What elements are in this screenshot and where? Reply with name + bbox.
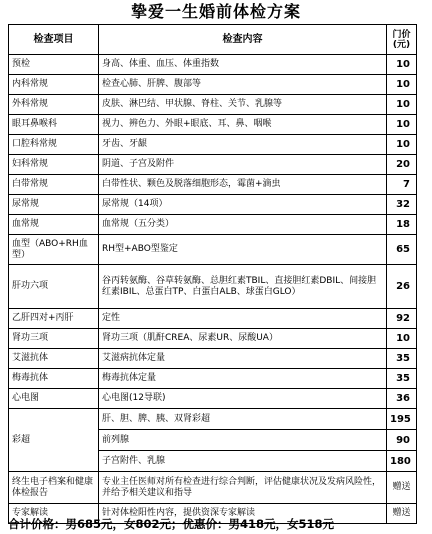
row-item: 口腔科常规 xyxy=(9,135,99,155)
row-content: 牙齿、牙龈 xyxy=(99,135,387,155)
table-row xyxy=(9,369,417,389)
row-price: 65 xyxy=(387,235,417,265)
row-item: 内科常规 xyxy=(9,75,99,95)
header-content: 检查内容 xyxy=(99,25,387,55)
header-price-line2: (元) xyxy=(392,39,411,50)
row-item: 肾功三项 xyxy=(9,329,99,349)
page-title: 挚爱一生婚前体检方案 xyxy=(130,2,301,21)
row-price: 10 xyxy=(387,75,417,95)
ultrasound-price: 180 xyxy=(387,451,417,472)
total-price: 合计价格：男685元，女802元；优惠价：男418元，女518元 xyxy=(8,517,335,531)
exam-table xyxy=(8,24,417,524)
table-row xyxy=(9,215,417,235)
table-row xyxy=(9,309,417,329)
row-item: 终生电子档案和健康体检报告 xyxy=(9,472,99,504)
row-price: 35 xyxy=(387,369,417,389)
row-content: 肾功三项（肌酐CREA、尿素UR、尿酸UA） xyxy=(99,329,387,349)
ultrasound-price: 90 xyxy=(387,430,417,451)
table-row xyxy=(9,329,417,349)
header-price-line1: 门价 xyxy=(392,29,411,40)
row-content: 尿常规（14项） xyxy=(99,195,387,215)
row-content: 艾滋病抗体定量 xyxy=(99,349,387,369)
row-content: 白带性状、颗色及脱落细胞形态，霉菌+滴虫 xyxy=(99,175,387,195)
row-content: 视力、辨色力、外眼+眼底、耳、鼻、咽喉 xyxy=(99,115,387,135)
table-row xyxy=(9,115,417,135)
row-content: 检查心肺、肝脾、腹部等 xyxy=(99,75,387,95)
row-price: 赠送 xyxy=(387,504,417,524)
row-item: 血型（ABO+RH血型） xyxy=(9,235,99,265)
row-content: 专业主任医师对所有检查进行综合判断，评估健康状况及发病风险性，并给予相关建议和指导 xyxy=(99,472,387,504)
row-price: 7 xyxy=(387,175,417,195)
row-price: 35 xyxy=(387,349,417,369)
row-content: RH型+ABO型鉴定 xyxy=(99,235,387,265)
ultrasound-content: 肝、胆、脾、胰、双肾彩超 xyxy=(99,409,387,430)
row-price: 10 xyxy=(387,55,417,75)
row-price: 92 xyxy=(387,309,417,329)
row-item: 肝功六项 xyxy=(9,265,99,309)
row-price: 18 xyxy=(387,215,417,235)
row-price: 赠送 xyxy=(387,472,417,504)
ultrasound-content: 子宫附件、乳腺 xyxy=(99,451,387,472)
table-row xyxy=(9,155,417,175)
table-row xyxy=(9,95,417,115)
row-item: 艾滋抗体 xyxy=(9,349,99,369)
row-item: 乙肝四对+丙肝 xyxy=(9,309,99,329)
ultrasound-content: 前列腺 xyxy=(99,430,387,451)
header-price xyxy=(387,25,417,55)
row-item: 血常规 xyxy=(9,215,99,235)
row-item: 专家解读 xyxy=(9,504,99,524)
table-row xyxy=(9,472,417,504)
row-content: 定性 xyxy=(99,309,387,329)
row-content: 身高、体重、血压、体重指数 xyxy=(99,55,387,75)
table-row xyxy=(9,265,417,309)
row-item: 白带常规 xyxy=(9,175,99,195)
row-price: 10 xyxy=(387,329,417,349)
row-content: 皮肤、淋巴结、甲状腺、脊柱、关节、乳腺等 xyxy=(99,95,387,115)
ultrasound-item: 彩超 xyxy=(9,409,99,472)
table-row xyxy=(9,389,417,409)
table-row xyxy=(9,175,417,195)
row-content: 梅毒抗体定量 xyxy=(99,369,387,389)
row-item: 预检 xyxy=(9,55,99,75)
table-header-row xyxy=(9,25,417,55)
row-content: 谷丙转氨酶、谷草转氨酶、总胆红素TBIL、直接胆红素DBIL、间接胆红素IBIL、总蛋白TP、白蛋白ALB、球蛋白GLO） xyxy=(99,265,387,309)
row-price: 10 xyxy=(387,135,417,155)
row-item: 心电图 xyxy=(9,389,99,409)
row-content: 心电图(12导联) xyxy=(99,389,387,409)
table-row xyxy=(9,235,417,265)
table-row xyxy=(9,75,417,95)
row-price: 36 xyxy=(387,389,417,409)
table-row xyxy=(9,349,417,369)
table-row xyxy=(9,135,417,155)
row-price: 32 xyxy=(387,195,417,215)
table-row xyxy=(9,195,417,215)
row-item: 外科常规 xyxy=(9,95,99,115)
row-item: 尿常规 xyxy=(9,195,99,215)
ultrasound-row xyxy=(9,409,417,430)
row-price: 10 xyxy=(387,115,417,135)
row-price: 20 xyxy=(387,155,417,175)
row-item: 妇科常规 xyxy=(9,155,99,175)
table-row xyxy=(9,55,417,75)
row-content: 针对体检阳性内容，提供资深专家解读 xyxy=(99,504,387,524)
row-content: 阴道、子宫及附件 xyxy=(99,155,387,175)
row-content: 血常规（五分类） xyxy=(99,215,387,235)
header-item: 检查项目 xyxy=(9,25,99,55)
row-item: 梅毒抗体 xyxy=(9,369,99,389)
row-price: 10 xyxy=(387,95,417,115)
row-item: 眼耳鼻喉科 xyxy=(9,115,99,135)
ultrasound-price: 195 xyxy=(387,409,417,430)
row-price: 26 xyxy=(387,265,417,309)
